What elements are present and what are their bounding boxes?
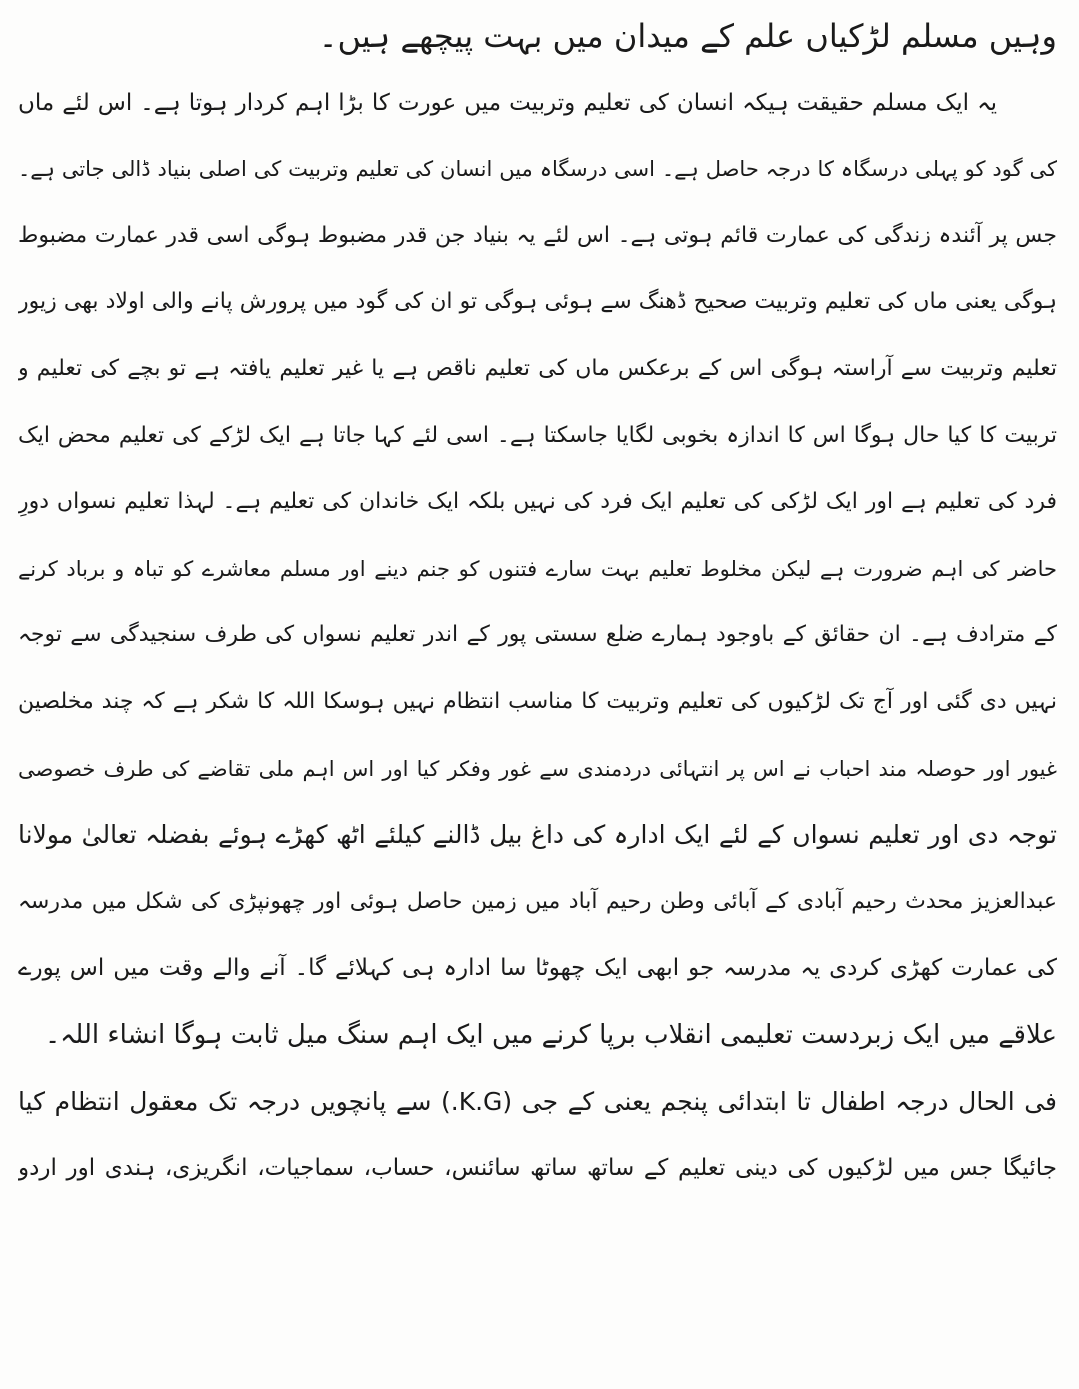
text-line-14: عبدالعزیز محدث رحیم آبادی کے آبائی وطن رحیم آباد میں زمین حاصل ہوئی اور چھونپڑی کی شکل میں مدرسہ (18, 888, 1057, 914)
text-line-15: کی عمارت کھڑی کردی یہ مدرسہ جو ابھی ایک چھوٹا سا ادارہ ہی کہلائے گا۔ آنے والے وقت میں اس پورے (18, 955, 1057, 982)
text-line-13: توجہ دی اور تعلیم نسواں کے لئے ایک ادارہ کی داغ بیل ڈالنے کیلئے اٹھ کھڑے ہوئے بفضلہ تعالیٰ مولانا (18, 820, 1057, 850)
text-line-12: غیور اور حوصلہ مند احباب نے اس پر انتہائی دردمندی سے غور وفکر کیا اور اس اہم ملی تقاضے کی طرف خصوصی (18, 756, 1057, 781)
text-line-2: یہ ایک مسلم حقیقت ہیکہ انسان کی تعلیم وتربیت میں عورت کا بڑا اہم کردار ہوتا ہے۔ اس لئے ماں (18, 89, 997, 116)
text-line-10: کے مترادف ہے۔ ان حقائق کے باوجود ہمارے ضلع سستی پور کے اندر تعلیم نسواں کی طرف سنجیدگی سے توجہ (18, 622, 1057, 648)
text-line-4: جس پر آئندہ زندگی کی عمارت قائم ہوتی ہے۔ اس لئے یہ بنیاد جن قدر مضبوط ہوگی اسی قدر عمارت مضبوط (18, 222, 1057, 248)
text-line-9: حاضر کی اہم ضرورت ہے لیکن مخلوط تعلیم بہت سارے فتنوں کو جنم دینے اور مسلم معاشرے کو تباہ و برباد کرنے (18, 556, 1057, 581)
text-line-1: وہیں مسلم لڑکیاں علم کے میدان میں بہت پیچھے ہیں۔ (318, 17, 1057, 55)
text-line-6: تعلیم وتربیت سے آراستہ ہوگی اس کے برعکس ماں کی تعلیم ناقص ہے یا غیر تعلیم یافتہ ہے تو بچے کی تعلیم و (18, 355, 1057, 381)
text-line-17: فی الحال درجہ اطفال تا ابتدائی پنجم یعنی کے جی (K.G.) سے پانچویں درجہ تک معقول انتظام کیا (18, 1086, 1057, 1116)
text-line-3: کی گود کو پہلی درسگاہ کا درجہ حاصل ہے۔ اسی درسگاہ میں انسان کی تعلیم وتربیت کی اصلی بنیاد ڈالی جاتی ہے۔ (18, 157, 1057, 182)
urdu-text-body (18, 10, 1057, 1209)
text-line-11: نہیں دی گئی اور آج تک لڑکیوں کی تعلیم وتربیت کا مناسب انتظام نہیں ہوسکا اللہ کا شکر ہے کہ چند مخلصین (18, 688, 1057, 714)
text-line-16: علاقے میں ایک زبردست تعلیمی انقلاب برپا کرنے میں ایک اہم سنگ میل ثابت ہوگا انشاء اللہ۔ (44, 1019, 1057, 1050)
text-line-5: ہوگی یعنی ماں کی تعلیم وتربیت صحیح ڈھنگ سے ہوئی ہوگی تو ان کی گود میں پرورش پانے والی اولاد بھی زیور (18, 289, 1057, 315)
text-line-8: فرد کی تعلیم ہے اور ایک لڑکی کی تعلیم ایک فرد کی نہیں بلکہ ایک خاندان کی تعلیم ہے۔ لہذا تعلیم نسواں دورِ (18, 489, 1057, 515)
text-line-18: جائیگا جس میں لڑکیوں کی دینی تعلیم کے ساتھ ساتھ سائنس، حساب، سماجیات، انگریزی، ہندی اور اردو (18, 1155, 1057, 1182)
text-line-7: تربیت کا کیا حال ہوگا اس کا اندازہ بخوبی لگایا جاسکتا ہے۔ اسی لئے کہا جاتا ہے ایک لڑکے کی تعلیم محض ایک (18, 422, 1057, 448)
